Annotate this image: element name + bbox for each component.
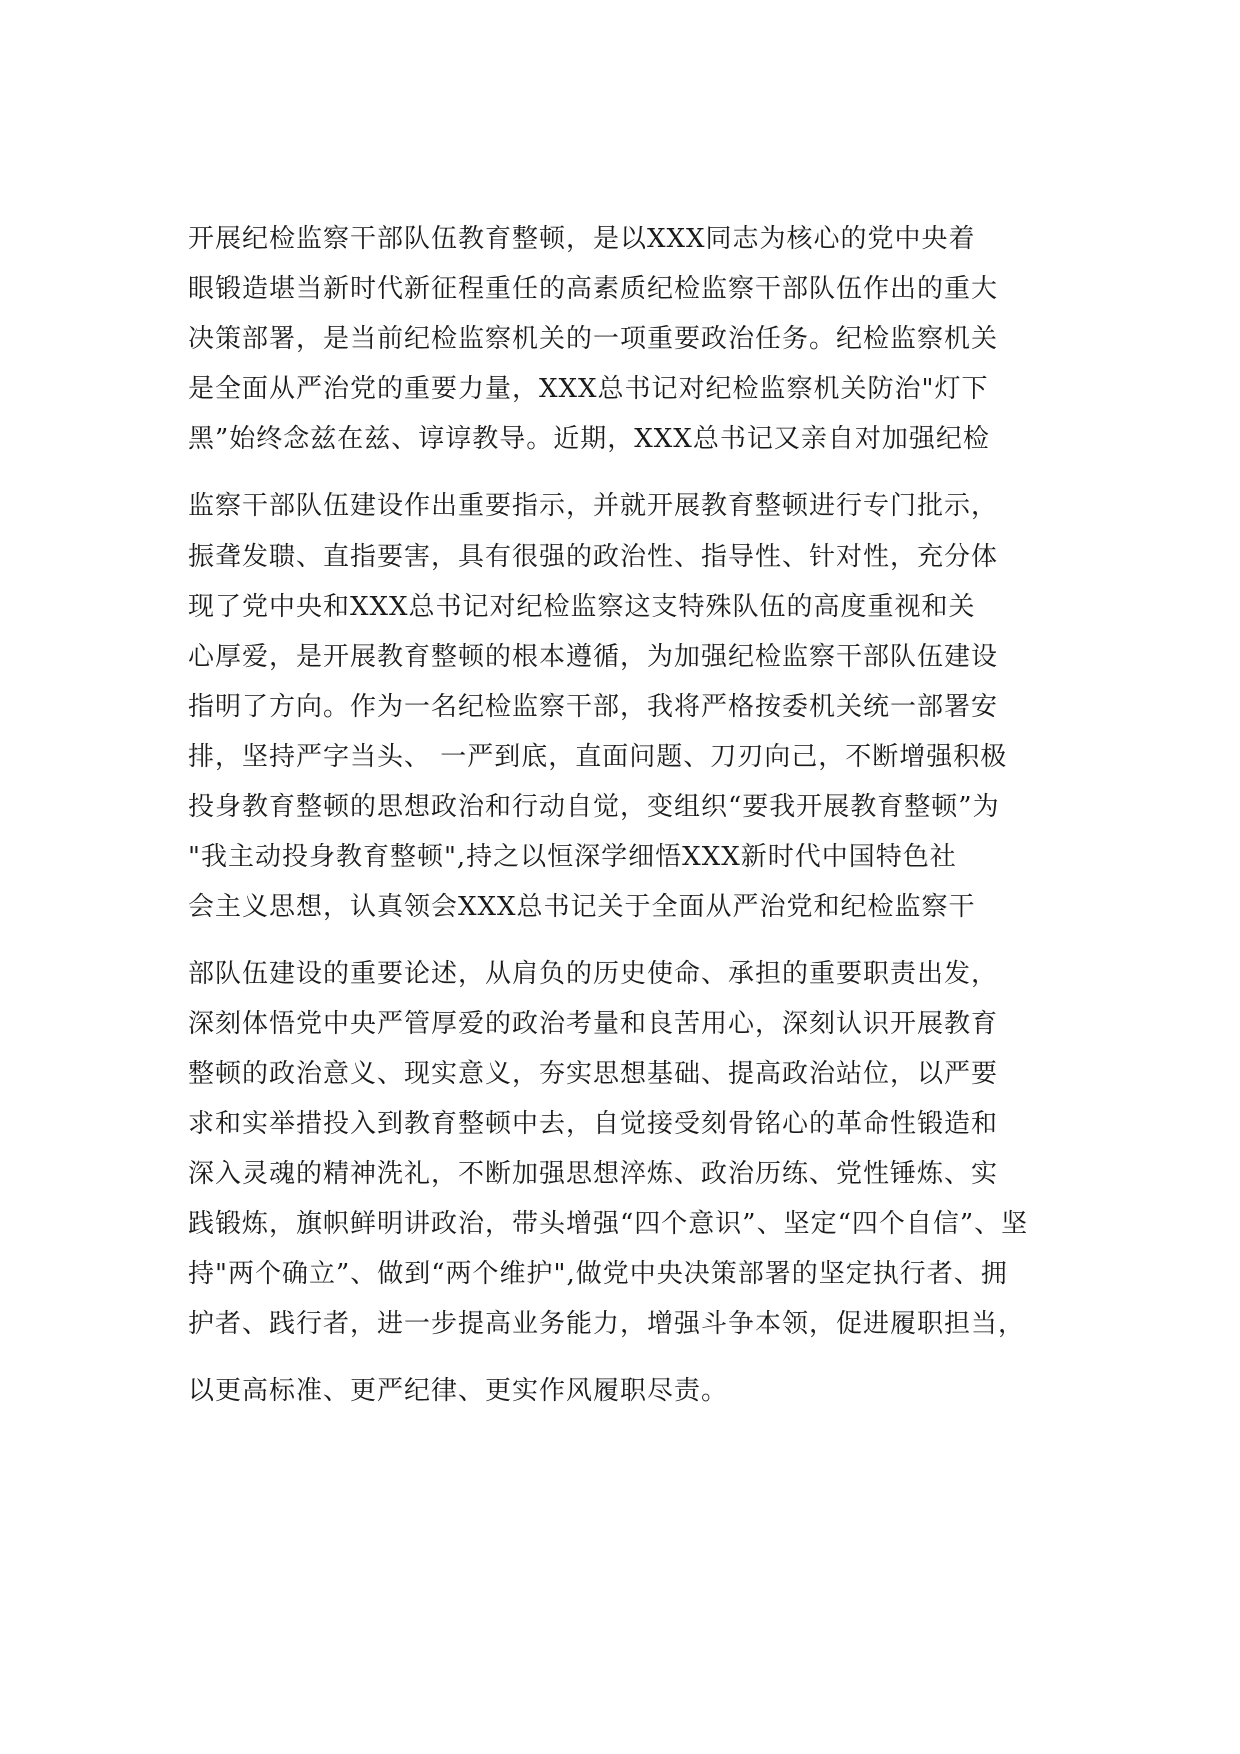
paragraph-line: 求和实举措投入到教育整顿中去，自觉接受刻骨铭心的革命性锻造和 <box>188 1109 999 1139</box>
paragraph-line: 心厚爱，是开展教育整顿的根本遵循，为加强纪检监察干部队伍建设 <box>188 642 999 672</box>
paragraph-line: 开展纪检监察干部队伍教育整顿，是以XXX同志为核心的党中央着 <box>188 224 976 254</box>
paragraph-line: 会主义思想，认真领会XXX总书记关于全面从严治党和纪检监察干 <box>188 892 976 922</box>
paragraph-line: 深刻体悟党中央严管厚爱的政治考量和良苦用心，深刻认识开展教育 <box>188 1009 999 1039</box>
paragraph-line: 投身教育整顿的思想政治和行动自觉，变组织“要我开展教育整顿”为 <box>188 792 1000 822</box>
paragraph-line: 护者、践行者，进一步提高业务能力，增强斗争本领，促进履职担当， <box>188 1309 1026 1339</box>
paragraph-line: 决策部署，是当前纪检监察机关的一项重要政治任务。纪检监察机关 <box>188 324 999 354</box>
paragraph-line: "我主动投身教育整顿",持之以恒深学细悟XXX新时代中国特色社 <box>188 842 957 872</box>
paragraph-line: 监察干部队伍建设作出重要指示，并就开展教育整顿进行专门批示， <box>188 491 999 521</box>
paragraph-line: 整顿的政治意义、现实意义，夯实思想基础、提高政治站位，以严要 <box>188 1059 999 1089</box>
paragraph-line: 指明了方向。作为一名纪检监察干部，我将严格按委机关统一部署安 <box>188 692 999 722</box>
paragraph-line: 现了党中央和XXX总书记对纪检监察这支特殊队伍的高度重视和关 <box>188 592 976 622</box>
paragraph-line: 黑”始终念兹在兹、谆谆教导。近期，XXX总书记又亲自对加强纪检 <box>188 424 990 454</box>
paragraph-line: 眼锻造堪当新时代新征程重任的高素质纪检监察干部队伍作出的重大 <box>188 274 999 304</box>
paragraph-line: 以更高标准、更严纪律、更实作风履职尽责。 <box>188 1376 729 1406</box>
paragraph-line: 排，坚持严字当头、 一严到底，直面问题、刀刃向己，不断增强积极 <box>188 742 1008 772</box>
paragraph-line: 践锻炼，旗帜鲜明讲政治，带头增强“四个意识”、坚定“四个自信”、坚 <box>188 1209 1029 1239</box>
paragraph-line: 振聋发聩、直指要害，具有很强的政治性、指导性、针对性，充分体 <box>188 542 999 572</box>
paragraph-line: 深入灵魂的精神洗礼，不断加强思想淬炼、政治历练、党性锤炼、实 <box>188 1159 999 1189</box>
paragraph-line: 部队伍建设的重要论述，从肩负的历史使命、承担的重要职责出发， <box>188 959 999 989</box>
paragraph-line: 是全面从严治党的重要力量，XXX总书记对纪检监察机关防治"灯下 <box>188 374 989 404</box>
paragraph-line: 持"两个确立”、做到“两个维护",做党中央决策部署的坚定执行者、拥 <box>188 1259 1008 1289</box>
